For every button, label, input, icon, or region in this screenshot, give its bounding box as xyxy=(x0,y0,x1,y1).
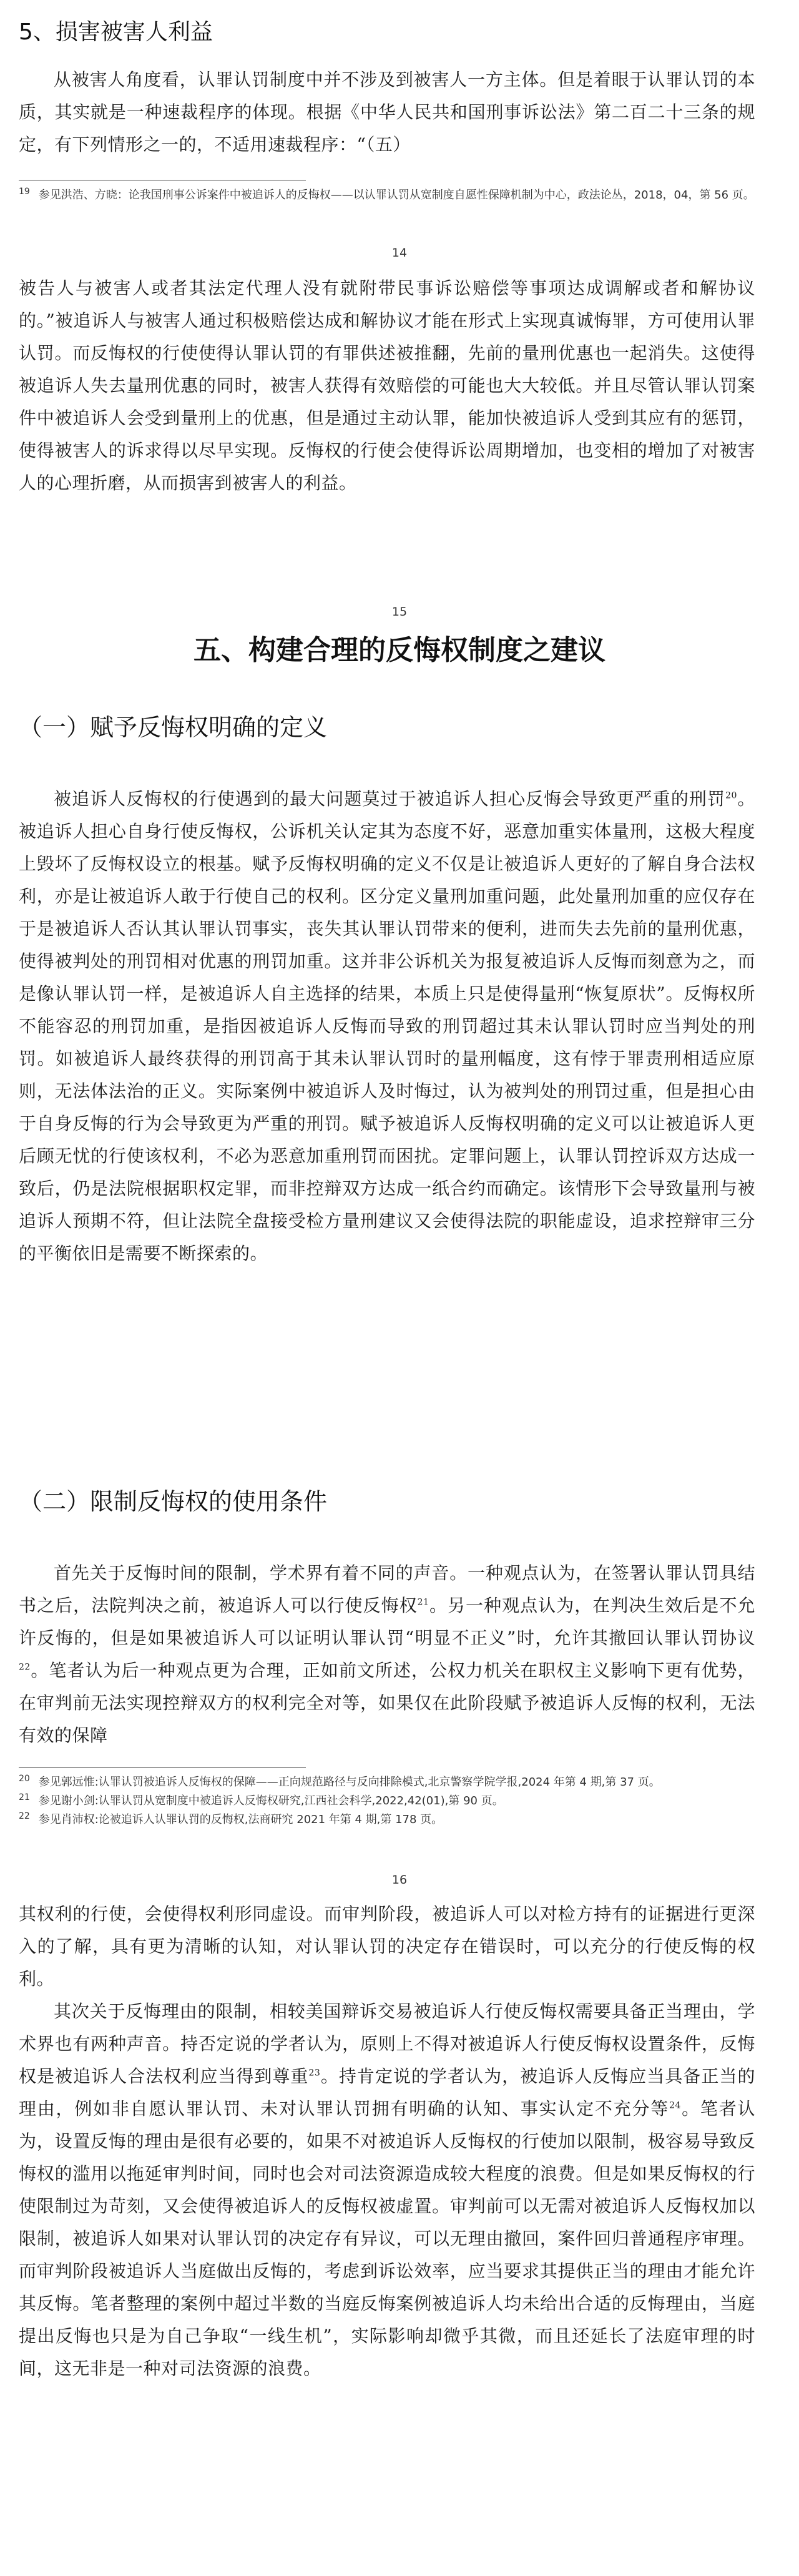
paragraph-victim-interest-cont: 被告人与被害人或者其法定代理人没有就附带民事诉讼赔偿等事项达成调解或者和解协议的。”被追诉人与被害人通过积极赔偿达成和解协议才能在形式上实现真诚悔罪，方可使用认罪认罚。而反悔权的行使使得认罪认罚的有罪供述被推翻，先前的量刑优惠也一起消失。这使得被追诉人失去量刑优惠的同时，被害人获得有效赔偿的可能也大大较低。并且尽管认罪认罚案件中被追诉人会受到量刑上的优惠，但是通过主动认罪，能加快被追诉人受到其应有的惩罚，使得被害人的诉求得以尽早实现。反悔权的行使会使得诉讼周期增加，也变相的增加了对被害人的心理折磨，从而损害到被害人的利益。 xyxy=(19,278,755,493)
footnote-text: 参见郭远惟:认罪认罚被追诉人反悔权的保障——正向规范路径与反向排除模式,北京警察学院学报,2024 年第 4 期,第 37 页。 xyxy=(38,1776,660,1789)
subsection-title-1: （一）赋予反悔权明确的定义 xyxy=(19,714,328,741)
footnote-20: 20 参见郭远惟:认罪认罚被追诉人反悔权的保障——正向规范路径与反向排除模式,北京警察学院学报,2024 年第 4 期,第 37 页。 xyxy=(19,1774,660,1789)
paragraph-text: 被追诉人反悔权的行使遇到的最大问题莫过于被追诉人担心反悔会导致更严重的刑罚 xyxy=(54,789,726,809)
footnote-ref-22: 22 xyxy=(19,1662,31,1673)
footnote-text: 参见洪浩、方晓：论我国刑事公诉案件中被追诉人的反悔权——以认罪认罚从宽制度自愿性保障机制为中心，政法论丛，2018，04，第 56 页。 xyxy=(38,189,755,202)
paragraph-reason-limit xyxy=(19,1995,755,2385)
section-heading-5: 5、损害被害人利益 xyxy=(19,19,213,45)
footnote-text: 参见谢小剑:认罪认罚从宽制度中被追诉人反悔权研究,江西社会科学,2022,42(01),第 90 页。 xyxy=(38,1794,504,1807)
footnote-21: 21 参见谢小剑:认罪认罚从宽制度中被追诉人反悔权研究,江西社会科学,2022,42(01),第 90 页。 xyxy=(19,1792,504,1807)
paragraph-text: 。被追诉人担心自身行使反悔权，公诉机关认定其为态度不好，恶意加重实体量刑，这极大程度上毁坏了反悔权设立的根基。赋予反悔权明确的定义不仅是让被追诉人更好的了解自身合法权利，亦是让被追诉人敢于行使自己的权利。区分定义量刑加重问题，此处量刑加重的应仅存在于是被追诉人否认其认罪认罚事实，丧失其认罪认罚带来的便利，进而失去先前的量刑优惠，使得被判处的刑罚相对优惠的刑罚加重。这并非公诉机关为报复被追诉人反悔而刻意为之，而是像认罪认罚一样，是被追诉人自主选择的结果，本质上只是使得量刑“恢复原状”。反悔权所不能容忍的刑罚加重，是指因被追诉人反悔而导致的刑罚超过其未认罪认罚时应当判处的刑罚。如被追诉人最终获得的刑罚高于其未认罪认罚时的量刑幅度，这有悖于罪责刑相适应原则，无法体法治的正义。实际案例中被追诉人及时悔过，认为被判处的刑罚过重，但是担心由于自身反悔的行为会导致更为严重的刑罚。赋予被追诉人反悔权明确的定义可以让被追诉人更后顾无忧的行使该权利，不必为恶意加重刑罚而困扰。定罪问题上，认罪认罚控诉双方达成一致后，仍是法院根据职权定罪，而非控辩双方达成一纸合约而确定。该情形下会导致量刑与被追诉人预期不符，但让法院全盘接受检方量刑建议又会使得法院的职能虚设，追求控辩审三分的平衡依旧是需要不断探索的。 xyxy=(19,789,755,1264)
paragraph-text: 首先关于反悔时间的限制，学术界有着不同的声音。一种观点认为，在签署认罪认罚具结书之后，法院判决之前，被追诉人可以行使反悔权 xyxy=(19,1563,755,1616)
footnote-22: 22 参见肖沛权:论被追诉人认罪认罚的反悔权,法商研究 2021 年第 4 期,第 178 页。 xyxy=(19,1811,443,1826)
paragraph-time-limit xyxy=(19,1557,755,1752)
footnote-ref-21: 21 xyxy=(417,1597,429,1608)
paragraph-text: 。笔者认为后一种观点更为合理，正如前文所述，公权力机关在职权主义影响下更有优势，在审判前无法实现控辩双方的权利完全对等，如果仅在此阶段赋予被追诉人反悔的权利，无法有效的保障 xyxy=(19,1660,755,1746)
footnote-ref-23: 23 xyxy=(308,2068,321,2078)
paragraph-text: 。笔者认为，设置反悔的理由是很有必要的，如果不对被追诉人反悔权的行使加以限制，极容易导致反悔权的滥用以拖延审判时间，同时也会对司法资源造成较大程度的浪费。但是如果反悔权的行使限制过为苛刻，又会使得被追诉人的反悔权被虚置。审判前可以无需对被追诉人反悔权加以限制，被追诉人如果对认罪认罚的决定存有异议，可以无理由撤回，案件回归普通程序审理。而审判阶段被追诉人当庭做出反悔的，考虑到诉讼效率，应当要求其提供正当的理由才能允许其反悔。笔者整理的案例中超过半数的当庭反悔案例被追诉人均未给出合适的反悔理由，当庭提出反悔也只是为自己争取“一线生机”，实际影响却微乎其微，而且还延长了法庭审理的时间，这无非是一种对司法资源的浪费。 xyxy=(19,2098,755,2379)
footnote-19: 19 参见洪浩、方晓：论我国刑事公诉案件中被追诉人的反悔权——以认罪认罚从宽制度自愿性保障机制为中心，政法论丛，2018，04，第 56 页。 xyxy=(19,187,755,202)
subsection-title-2: （二）限制反悔权的使用条件 xyxy=(19,1488,328,1515)
footnotes-page-15 xyxy=(19,1773,755,1829)
paragraph-text: 其次关于反悔理由的限制，相较美国辩诉交易被追诉人行使反悔权需要具备正当理由，学术界也有两种声音。持否定说的学者认为，原则上不得对被追诉人行使反悔权设置条件，反悔权是被追诉人合法权利应当得到尊重 xyxy=(19,2001,755,2087)
paragraph-trial-stage: 其权利的行使，会使得权利形同虚设。而审判阶段，被追诉人可以对检方持有的证据进行更深入的了解，具有更为清晰的认知，对认罪认罚的决定存在错误时，可以充分的行使反悔的权利。 xyxy=(19,1904,755,1989)
paragraph-text: 。另一种观点认为，在判决生效后是不允许反悔的，但是如果被追诉人可以证明认罪认罚“明显不正义”时，允许其撤回认罪认罚协议 xyxy=(19,1595,755,1648)
paragraph-define-right xyxy=(19,783,755,1270)
page-number-16: 16 xyxy=(391,1873,408,1887)
footnote-ref-20: 20 xyxy=(725,790,737,801)
page-number-15: 15 xyxy=(391,605,408,619)
page-number-14: 14 xyxy=(391,246,408,260)
footnote-text: 参见肖沛权:论被追诉人认罪认罚的反悔权,法商研究 2021 年第 4 期,第 178 页。 xyxy=(38,1813,443,1826)
footnote-ref-24: 24 xyxy=(669,2100,681,2111)
paragraph-victim-interest-start: 从被害人角度看，认罪认罚制度中并不涉及到被害人一方主体。但是着眼于认罪认罚的本质，其实就是一种速裁程序的体现。根据《中华人民共和国刑事诉讼法》第二百二十三条的规定，有下列情形之一的，不适用速裁程序：“（五） xyxy=(19,69,755,155)
chapter-title: 五、构建合理的反悔权制度之建议 xyxy=(194,634,605,666)
paragraph-text: 。持肯定说的学者认为，被追诉人反悔应当具备正当的理由，例如非自愿认罪认罚、未对认罪认罚拥有明确的认知、事实认定不充分等 xyxy=(19,2066,755,2119)
